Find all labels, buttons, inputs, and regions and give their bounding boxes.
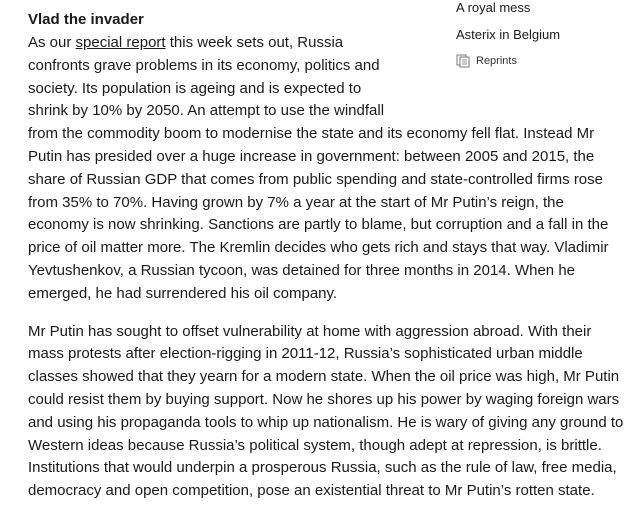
paragraph-1-body: this week sets out, Russia confronts grave problems in its economy, politics and society. Its population is ageing and is expected to shrink by 10% by 2050. An attempt to use the windfall from the commodity boom to modernise the state and its economy fell flat. Instead Mr Putin has presided over a huge increase in government: between 2005 and 2015, the share of Russian GDP that comes from public spending and state-controlled firms rose from 35% to 70%. Having grown by 7% a year at the start of Mr Putin’s reign, the economy is now shrinking. Sanctions are partly to blame, but corruption and a fall in the price of oil matter more. The Kremlin decides who gets rich and stays that way. Vladimir Yevtushenkov, a Russian tycoon, was detained for three months in 2014. When he emerged, he had surrendered his oil company.: [28, 34, 609, 302]
related-link-asterix[interactable]: Asterix in Belgium: [456, 27, 561, 42]
sidebar-spacer: [396, 8, 624, 118]
related-link-royal-mess[interactable]: A royal mess: [456, 0, 531, 15]
section-heading: Vlad the invader: [28, 11, 144, 28]
paragraph-1-intro: As our: [28, 34, 76, 51]
article-body: [28, 8, 624, 518]
special-report-link[interactable]: special report: [75, 34, 166, 51]
reprints-label: Reprints: [476, 55, 517, 67]
paragraph-2: Mr Putin has sought to offset vulnerability at home with aggression abroad. With their mass protests after election-rigging in 2011-12, Russia’s sophisticated urban middle classes showed that they yearn for a modern state. When the oil price was high, Mr Putin could resist them by buying support. Now he shores up his power by waging foreign wars and using his propaganda tools to whip up nationalism. He is wary of giving any ground to Western ideas because Russia’s political system, though adept at repression, is brittle. Institutions that would underpin a prosperous Russia, such as the rule of law, free media, democracy and open competition, pose an existential threat to Mr Putin’s rotten state.: [28, 322, 624, 500]
